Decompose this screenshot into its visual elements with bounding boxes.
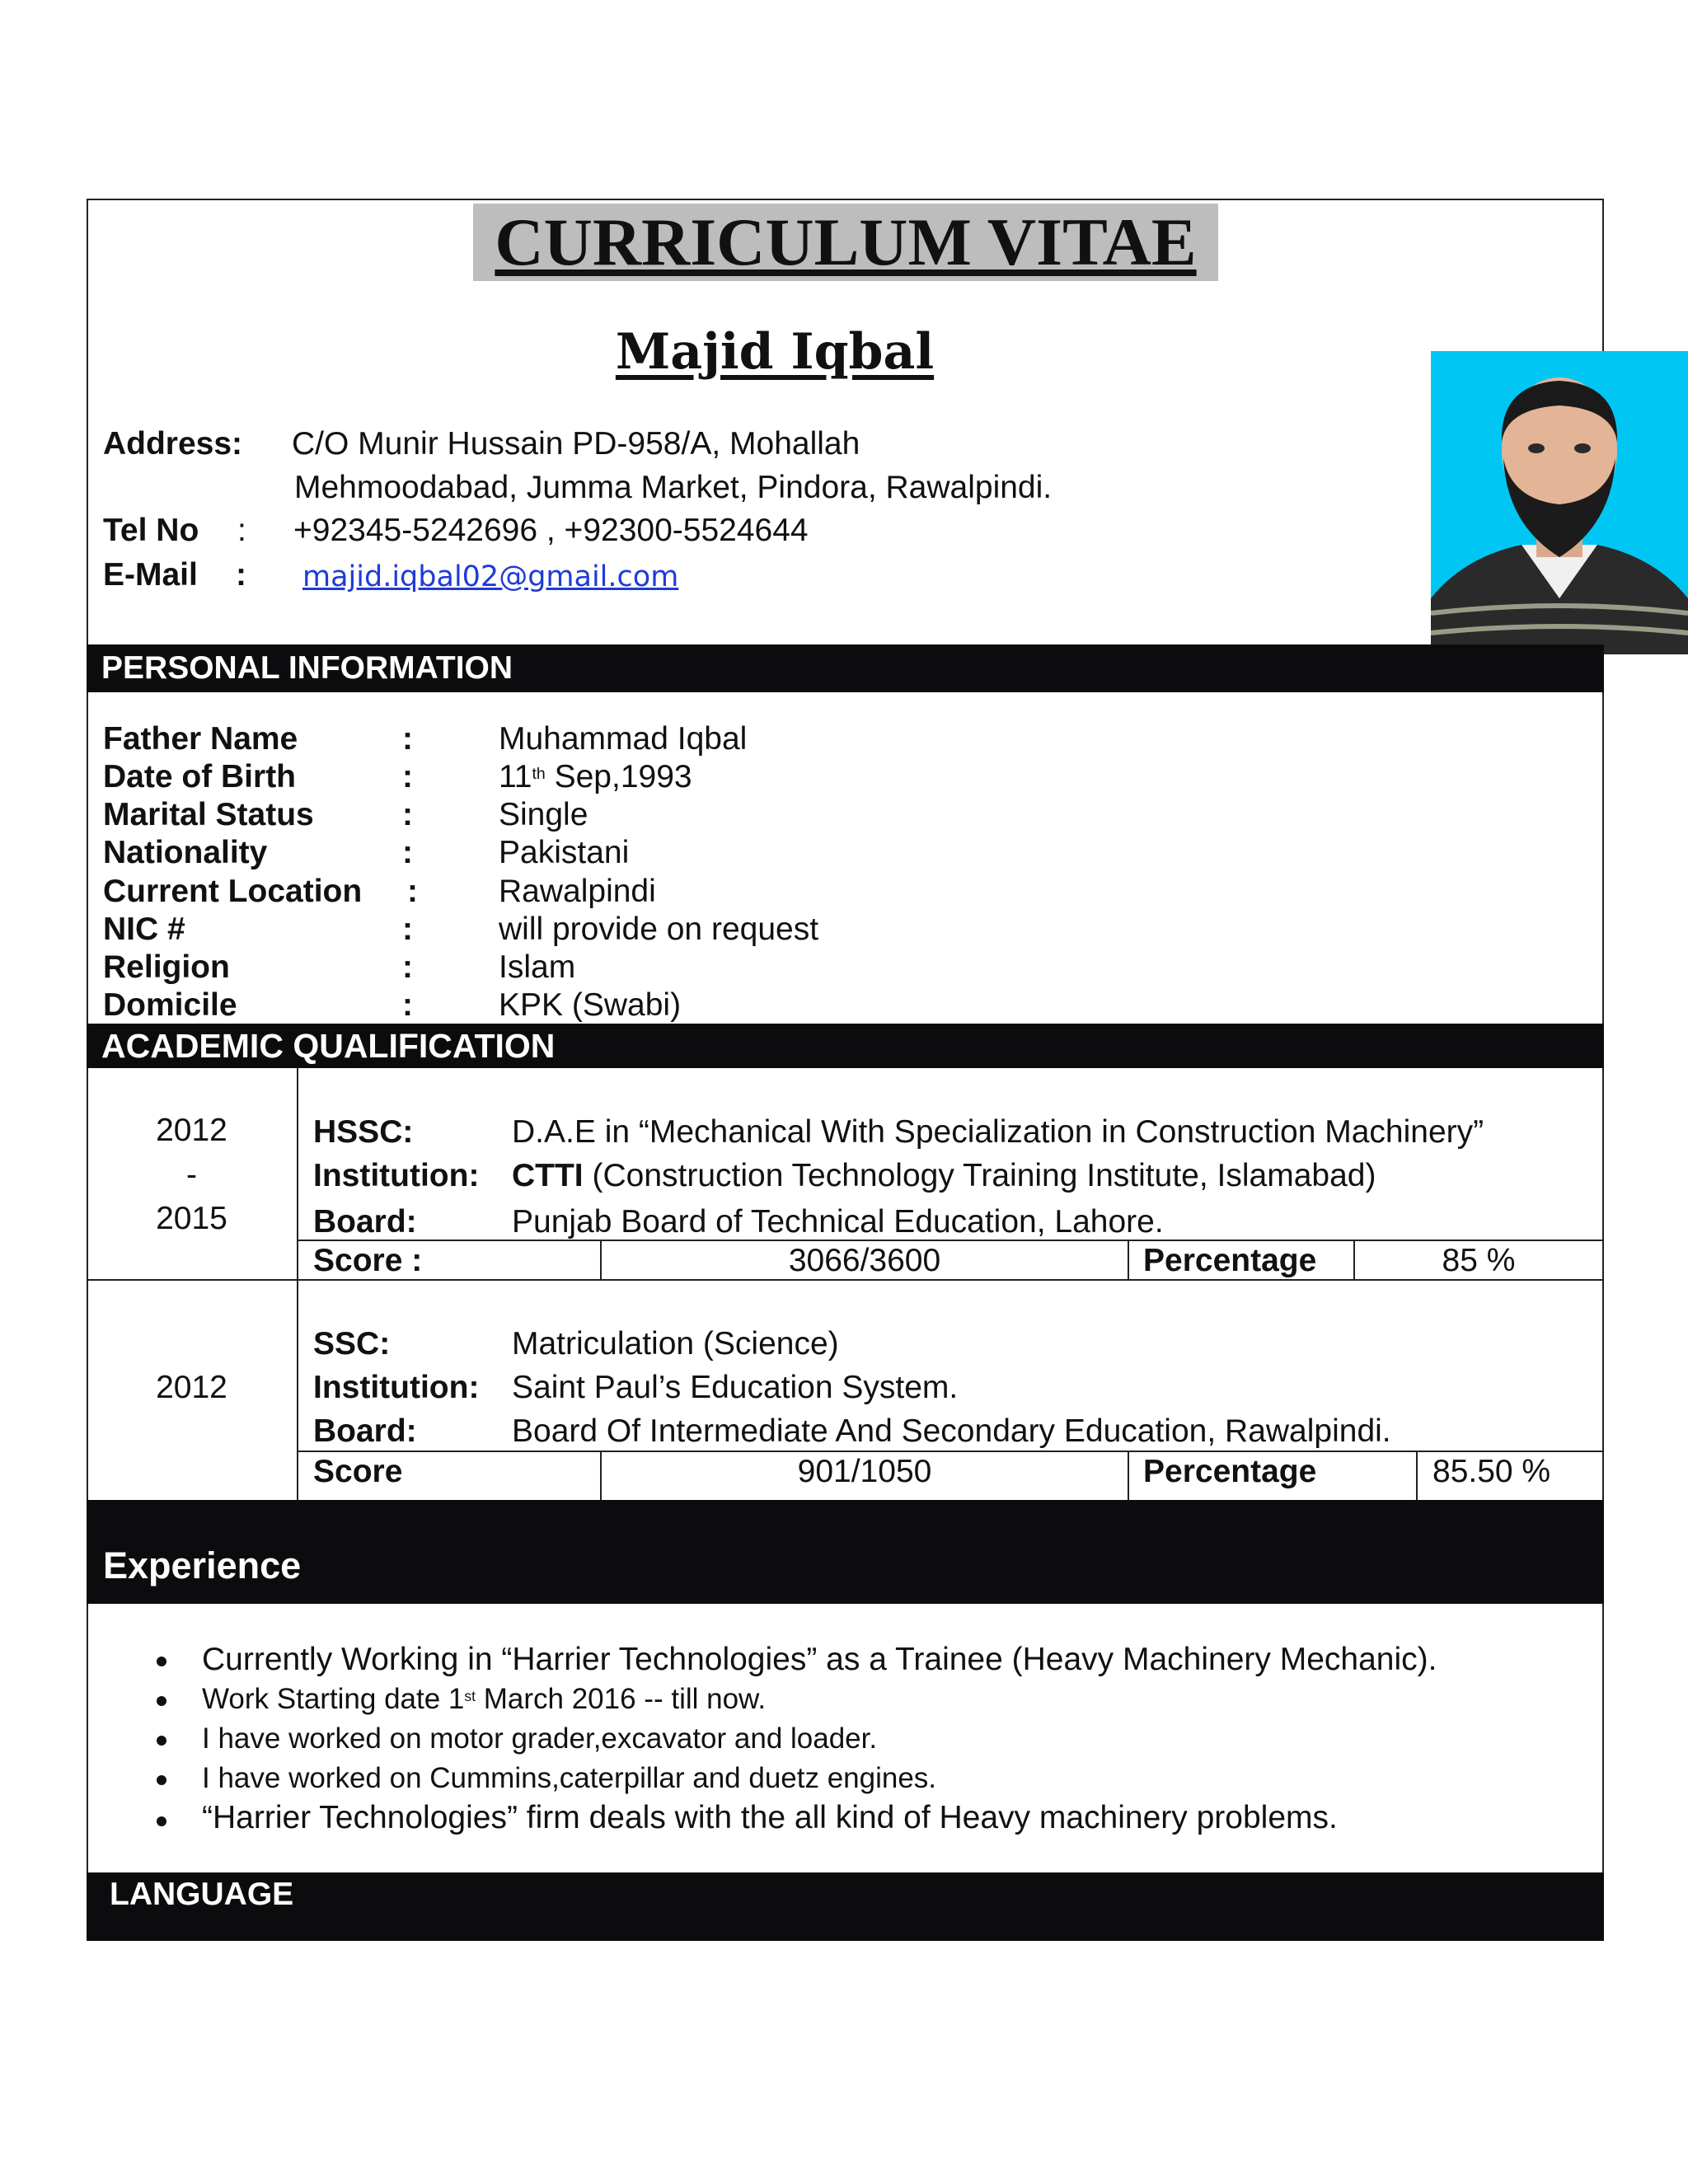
experience-item: I have worked on motor grader,excavator and loader.: [202, 1722, 878, 1755]
email-label: E-Mail: [103, 557, 198, 593]
hssc-year-end: 2015: [156, 1201, 227, 1236]
personal-colon: :: [402, 987, 413, 1023]
candidate-name: Majid Iqbal: [615, 323, 935, 381]
tel-value: +92345-5242696 , +92300-5524644: [293, 513, 809, 548]
personal-label: Father Name: [103, 721, 298, 757]
cv-title: CURRICULUM VITAE: [473, 204, 1218, 281]
personal-label: Domicile: [103, 987, 237, 1023]
email-link[interactable]: majid.iqbal02@gmail.com: [302, 560, 679, 593]
ssc-percentage-value: 85.50 %: [1432, 1454, 1551, 1489]
personal-label: Nationality: [103, 835, 268, 870]
personal-label: Marital Status: [103, 797, 314, 832]
personal-value: KPK (Swabi): [499, 987, 682, 1023]
experience-item: Work Starting date 1st March 2016 -- till now.: [202, 1683, 767, 1715]
experience-header: [87, 1500, 1604, 1604]
bullet: [157, 1696, 166, 1706]
email-colon: :: [236, 557, 246, 593]
academic-heading: ACADEMIC QUALIFICATION: [101, 1027, 556, 1065]
hssc-board-value: Punjab Board of Technical Education, Lahore.: [512, 1204, 1164, 1240]
hssc-institution-value: CTTI (Construction Technology Training Institute, Islamabad): [512, 1158, 1376, 1193]
table-divider: [1416, 1451, 1418, 1500]
experience-heading: Experience: [103, 1544, 302, 1586]
hssc-year-dash: -: [186, 1157, 197, 1193]
table-divider: [297, 1068, 298, 1500]
language-header: [87, 1872, 1604, 1941]
personal-label: Religion: [103, 949, 230, 985]
ssc-level-value: Matriculation (Science): [512, 1326, 839, 1361]
ssc-institution-label: Institution:: [313, 1370, 480, 1405]
hssc-board-label: Board:: [313, 1204, 417, 1240]
personal-colon: :: [402, 949, 413, 985]
bullet: [157, 1816, 166, 1826]
bullet: [157, 1657, 166, 1666]
hssc-score-label: Score :: [313, 1243, 423, 1278]
experience-item: “Harrier Technologies” firm deals with the all kind of Heavy machinery problems.: [202, 1800, 1338, 1835]
address-line-1: C/O Munir Hussain PD-958/A, Mohallah: [292, 426, 860, 462]
address-label: Address:: [103, 426, 243, 462]
ssc-level-label: SSC:: [313, 1326, 391, 1361]
personal-colon: :: [402, 759, 413, 794]
ssc-board-label: Board:: [313, 1413, 417, 1449]
address-line-2: Mehmoodabad, Jumma Market, Pindora, Rawalpindi.: [294, 470, 1053, 505]
hssc-institution-label: Institution:: [313, 1158, 480, 1193]
personal-label: NIC #: [103, 912, 185, 947]
ssc-score-label: Score: [313, 1454, 403, 1489]
ssc-institution-value: Saint Paul’s Education System.: [512, 1370, 959, 1405]
personal-colon: :: [402, 912, 413, 947]
personal-info-heading: PERSONAL INFORMATION: [101, 650, 513, 686]
hssc-level-value: D.A.E in “Mechanical With Specialization in Construction Machinery”: [512, 1114, 1484, 1150]
bullet: [157, 1736, 166, 1746]
personal-value: 11th Sep,1993: [499, 759, 692, 794]
personal-colon: :: [402, 721, 413, 757]
personal-value: Single: [499, 797, 588, 832]
personal-value: Muhammad Iqbal: [499, 721, 748, 757]
table-divider: [1128, 1451, 1129, 1500]
experience-item: Currently Working in “Harrier Technologies” as a Trainee (Heavy Machinery Mechanic).: [202, 1642, 1437, 1677]
hssc-score-value: 3066/3600: [788, 1243, 941, 1278]
personal-colon: :: [402, 835, 413, 870]
ssc-score-value: 901/1050: [797, 1454, 932, 1489]
personal-value: Islam: [499, 949, 576, 985]
profile-photo: [1431, 351, 1688, 654]
personal-value: Rawalpindi: [499, 874, 656, 909]
personal-label: Current Location: [103, 874, 363, 909]
portrait-image: [1431, 351, 1688, 654]
tel-label: Tel No: [103, 513, 199, 548]
personal-label: Date of Birth: [103, 759, 296, 794]
hssc-level-label: HSSC:: [313, 1114, 414, 1150]
academic-header: [87, 1024, 1604, 1068]
tel-colon: :: [237, 513, 246, 548]
personal-value: will provide on request: [499, 912, 819, 947]
hssc-percentage-label: Percentage: [1143, 1243, 1317, 1278]
table-divider: [1128, 1240, 1129, 1279]
personal-colon: :: [402, 797, 413, 832]
hssc-year-start: 2012: [156, 1113, 227, 1148]
hssc-percentage-value: 85 %: [1442, 1243, 1516, 1278]
language-heading: LANGUAGE: [110, 1877, 294, 1912]
experience-item: I have worked on Cummins,caterpillar and duetz engines.: [202, 1762, 937, 1794]
personal-value: Pakistani: [499, 835, 630, 870]
bullet: [157, 1775, 166, 1785]
ssc-board-value: Board Of Intermediate And Secondary Education, Rawalpindi.: [512, 1413, 1391, 1449]
personal-colon: :: [407, 874, 418, 909]
ssc-percentage-label: Percentage: [1143, 1454, 1317, 1489]
ssc-year: 2012: [156, 1370, 227, 1405]
personal-info-header: [87, 644, 1604, 692]
